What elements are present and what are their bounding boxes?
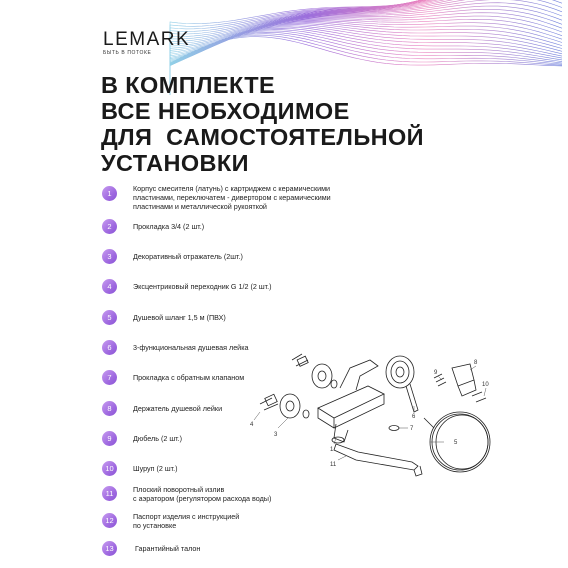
number-badge: 7 [102,370,117,385]
callout-label: 10 [482,382,489,388]
number-badge: 9 [102,431,117,446]
callout-label: 8 [474,360,478,366]
mixer-body-illustration [318,360,384,443]
shower-head-illustration [386,356,418,412]
number-badge: 10 [102,461,117,476]
gasket-illustration [331,380,337,388]
number-badge: 13 [102,541,117,556]
item-line: Шуруп (2 шт.) [133,464,178,473]
callout-label: 11 [330,462,337,468]
item-line: 3-функциональная душевая лейка [133,343,249,352]
callout-label: 1 [330,447,334,453]
wave-line [170,13,562,74]
dowel-screw-illustration [434,374,486,402]
assembly-diagram [238,352,498,482]
title-line: ВСЕ НЕОБХОДИМОЕ [101,98,350,124]
swivel-spout-illustration [334,444,422,476]
item-line: с аэратором (регулятором расхода воды) [133,494,272,503]
item-line: Декоративный отражатель (2шт.) [133,252,243,261]
item-line: Держатель душевой лейки [133,404,223,413]
wave-line [170,0,562,40]
item-line: Дюбель (2 шт.) [133,434,183,443]
item-line: Душевой шланг 1,5 м (ПВХ) [133,313,226,322]
item-line: пластинами и металлической рукояткой [133,202,267,211]
item-line: Прокладка с обратным клапаном [133,373,245,382]
page-title [101,72,424,176]
item-line: Корпус смесителя (латунь) с картриджем с керамическими [133,184,331,193]
number-badge: 1 [102,186,117,201]
callout-label: 9 [434,370,438,376]
item-line: Прокладка 3/4 (2 шт.) [133,222,205,231]
logo-tagline: БЫТЬ В ПОТОКЕ [103,50,152,56]
item-description [133,512,373,530]
number-badge: 6 [102,340,117,355]
title-line: УСТАНОВКИ [101,150,249,176]
callout-label: 6 [412,414,416,420]
callout-label: 7 [410,426,414,432]
item-description [133,282,373,291]
number-badge: 8 [102,401,117,416]
brand-logo [103,30,190,56]
item-description [133,343,373,352]
item-line: Эксцентриковый переходник G 1/2 (2 шт.) [133,282,272,291]
callout-label: 4 [250,422,254,428]
item-line: по установке [133,521,177,530]
item-line: Гарантийный талон [133,544,201,553]
item-description [133,544,373,553]
check-valve-gasket-illustration [389,426,399,431]
number-badge: 3 [102,249,117,264]
title-line: В КОМПЛЕКТЕ [101,72,276,98]
item-line: пластинами, переключатем - дивертором с керамическими [133,193,331,202]
gasket-illustration [303,410,309,418]
shower-holder-illustration [452,364,476,396]
number-badge: 12 [102,513,117,528]
callout-label: 5 [454,440,458,446]
item-line: Паспорт изделия с инструкцией [133,512,240,521]
eccentric-adapter-illustration [260,354,308,410]
item-line: Плоский поворотный излив [133,485,225,494]
item-description [133,184,373,211]
number-badge: 5 [102,310,117,325]
number-badge: 4 [102,279,117,294]
item-description [133,485,373,503]
number-badge: 2 [102,219,117,234]
number-badge: 11 [102,486,117,501]
item-description [133,252,373,261]
title-line: ДЛЯ САМОСТОЯТЕЛЬНОЙ [101,124,424,150]
item-description [133,313,373,322]
logo-wordmark: LEMARK [103,29,191,50]
callout-label: 3 [274,432,278,438]
item-description [133,222,373,231]
